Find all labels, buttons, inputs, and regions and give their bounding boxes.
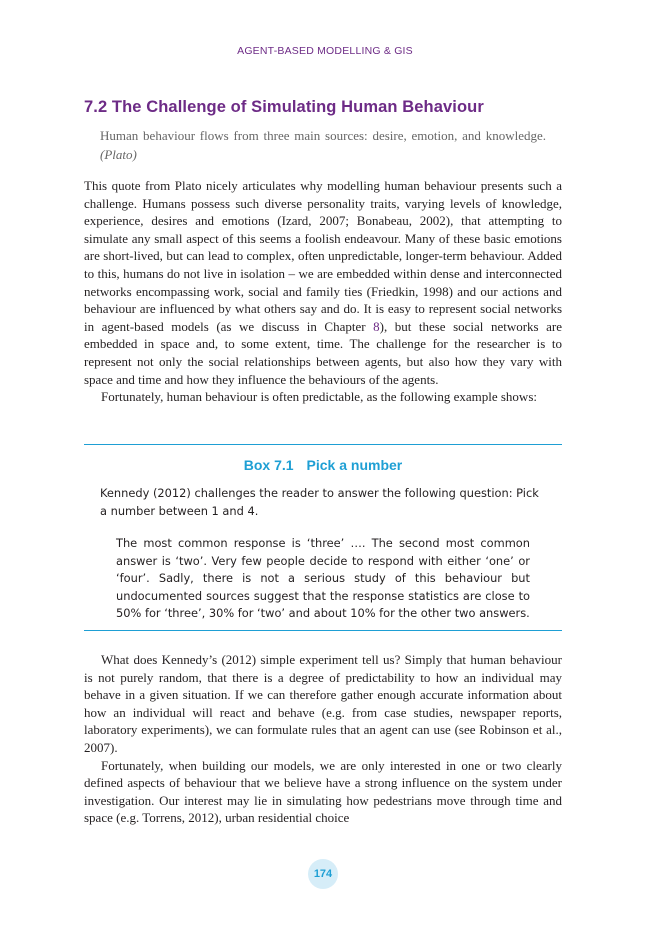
- box-top-rule: [84, 444, 562, 445]
- paragraph-3: What does Kennedy’s (2012) simple experiment tell us? Simply that human behaviour is not purely random, that there is a degree of predictability to how an individual may behave in a given situation. If we can therefore gather enough accurate information about how an individual will react and behave (e.g. from case studies, newspaper reports, laboratory experiments), we can formulate rules that an agent can use (see Robinson et al., 2007).: [84, 652, 562, 755]
- box-heading: Pick a number: [306, 457, 403, 473]
- epigraph-quote: Human behaviour flows from three main sources: desire, emotion, and knowledge.: [100, 128, 546, 143]
- paragraph-4: Fortunately, when building our models, we are only interested in one or two clearly defined aspects of behaviour that we believe have a strong influence on the system under investigation. Our interest may lie in simulating how pedestrians move through time and space (e.g. Torrens, 2012), urban residential choice: [84, 757, 562, 826]
- body-text-after-box: [84, 651, 562, 827]
- box-number: Box 7.1: [243, 457, 294, 473]
- box-quote: The most common response is ‘three’ …. The second most common answer is ‘two’. Very few people decide to respond with either ‘one’ or ‘four’. Sadly, there is not a serious study of this behaviour but undocumented sources suggest that the response statistics are close to 50% for ‘three’, 30% for ‘two’ and about 10% for the other two answers.: [116, 536, 530, 621]
- chapter-8-link[interactable]: 8: [373, 318, 380, 334]
- section-title: 7.2 The Challenge of Simulating Human Behaviour: [84, 98, 484, 116]
- box-bottom-rule: [84, 630, 562, 631]
- paragraph-2: Fortunately, human behaviour is often predictable, as the following example shows:: [101, 389, 537, 405]
- box-title: [84, 457, 562, 473]
- box-intro: Kennedy (2012) challenges the reader to answer the following question: Pick a number between 1 and 4.: [100, 486, 539, 518]
- page-number-badge: 174: [308, 859, 338, 889]
- epigraph-attribution: (Plato): [100, 146, 137, 162]
- running-head: AGENT-BASED MODELLING & GIS: [237, 45, 413, 57]
- paragraph-1: This quote from Plato nicely articulates why modelling human behaviour presents such a challenge. Humans possess such diverse personality traits, varying levels of knowledge, experience, desires and emotions (Izard, 2007; Bonabeau, 2002), that attempting to simulate any small aspect of this seems a foolish endeavour. Many of these basic emotions are short-lived, but can lead to complex, often unpredictable, longer-term behaviour. Added to this, humans do not live in isolation – we are embedded within dense and interconnected networks encompassing work, social and family ties (Friedkin, 1998) and our actions and behaviour are influenced by what others say and do. It is easy to represent social networks in agent-based models (as we discuss in Chapter 8), but these social networks are embedded in space and, to some extent, time. The challenge for the researcher is to represent not only the social relationships between agents, but also how they vary with space and time and how they influence the behaviours of the agents.: [84, 178, 562, 387]
- epigraph: [100, 127, 546, 164]
- body-text-before-box: [84, 177, 562, 406]
